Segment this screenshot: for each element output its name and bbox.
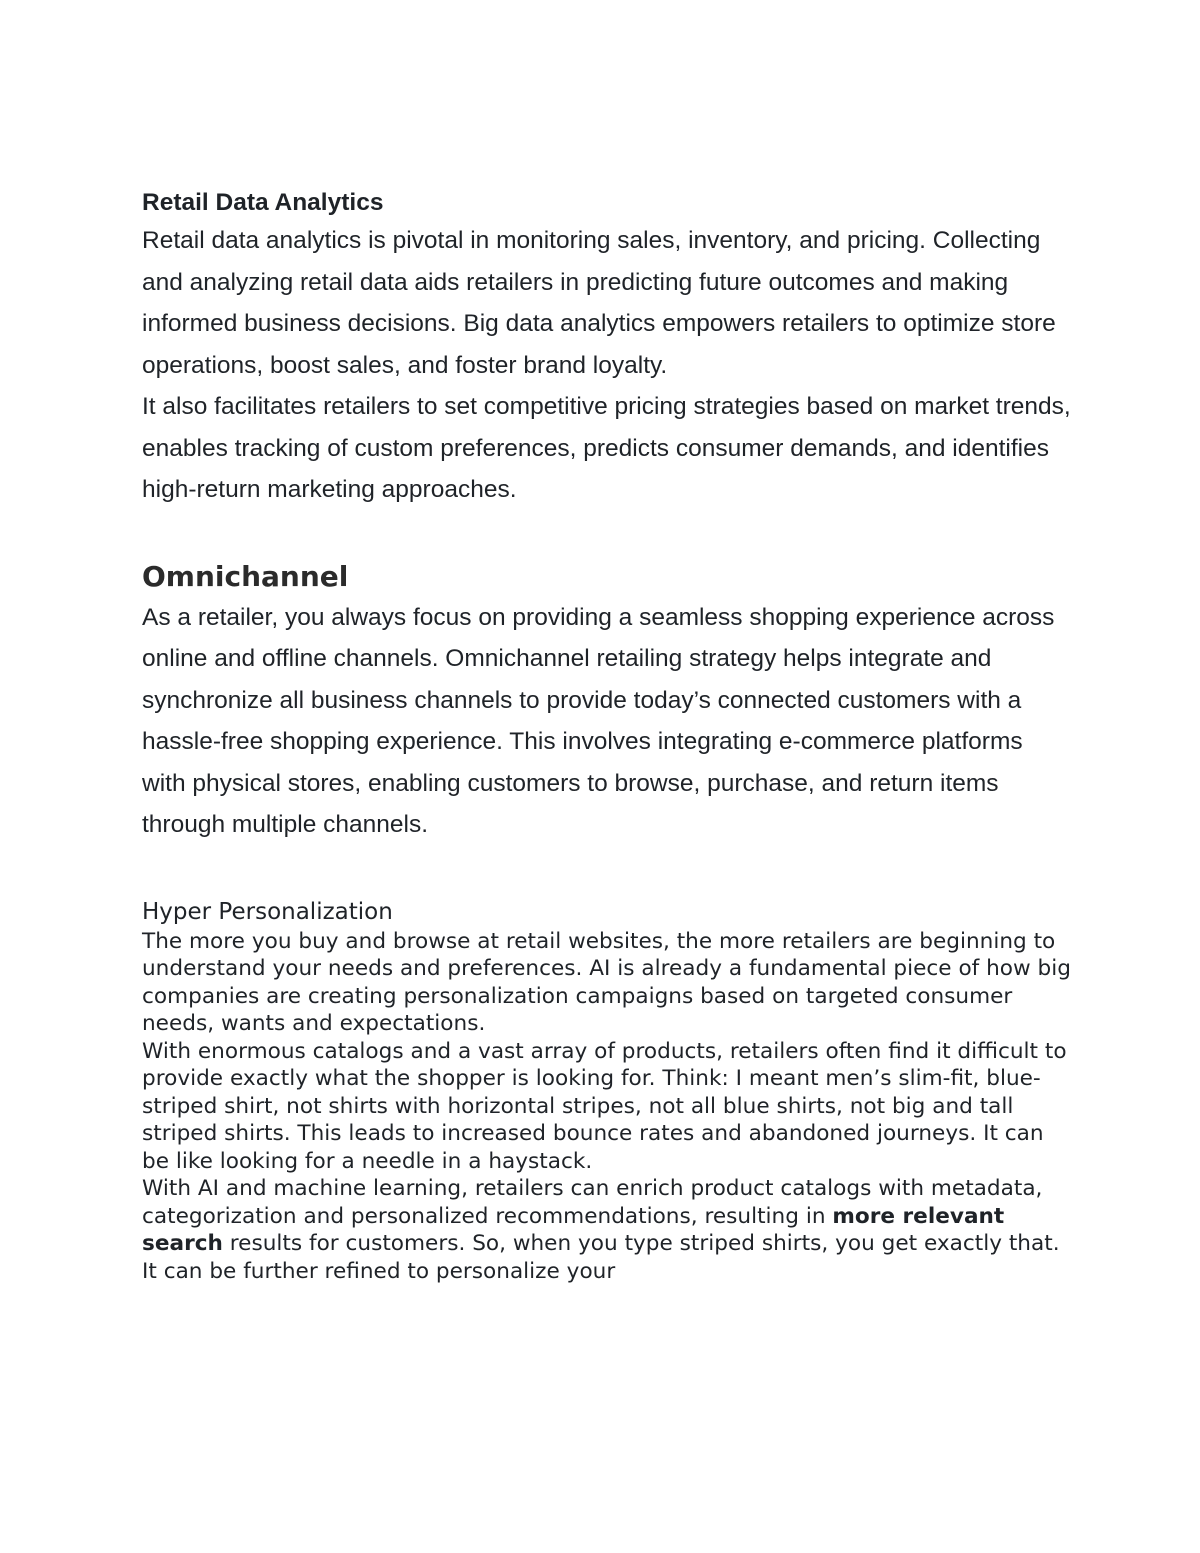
more-relevant-search-emphasis: more relevant search: [142, 1203, 1005, 1256]
hyper-personalization-paragraph-2: With enormous catalogs and a vast array of products, retailers often find it difficult to provide exactly what the shopper is looking for. Think: I meant men’s slim-fit, blue-striped shirt, not shirts with horizontal stripes, not all blue shirts, not big and tall striped shirts. This leads to increased bounce rates and abandoned journeys. It can be like looking for a needle in a haystack.: [142, 1038, 1067, 1174]
document-content: [142, 186, 1072, 1285]
omnichannel-section: [142, 557, 1072, 846]
retail-analytics-paragraph-2: It also facilitates retailers to set competitive pricing strategies based on market trends, enables tracking of custom preferences, predicts consumer demands, and identifies high-return marketing approaches.: [142, 393, 1071, 503]
paragraph-3-text-after: results for customers. So, when you type striped shirts, you get exactly that. It can be further refined to personalize your: [142, 1231, 1060, 1284]
hyper-personalization-paragraph-3: [142, 1175, 1072, 1285]
paragraph-3-text-before: With AI and machine learning, retailers can enrich product catalogs with metadata, categorization and personalized recommendations, resulting in: [142, 1176, 1043, 1229]
omnichannel-heading: Omnichannel: [142, 559, 349, 593]
retail-data-analytics-heading: Retail Data Analytics: [142, 189, 384, 216]
hyper-personalization-section: [142, 896, 1072, 1286]
hyper-personalization-paragraph-1: The more you buy and browse at retail websites, the more retailers are beginning to understand your needs and preferences. AI is already a fundamental piece of how big companies are creating personalization campaigns based on targeted consumer needs, wants and expectations.: [142, 928, 1071, 1036]
hyper-personalization-heading: Hyper Personalization: [142, 898, 393, 925]
retail-data-analytics-section: [142, 186, 1072, 511]
omnichannel-paragraph: As a retailer, you always focus on providing a seamless shopping experience across online and offline channels. Omnichannel retailing strategy helps integrate and synchronize all business channels to provide today’s connected customers with a hassle-free shopping experience. This involves integrating e-commerce platforms with physical stores, enabling customers to browse, purchase, and return items through multiple channels.: [142, 603, 1055, 838]
retail-analytics-paragraph-1: Retail data analytics is pivotal in monitoring sales, inventory, and pricing. Collecting and analyzing retail data aids retailers in predicting future outcomes and making informed business decisions. Big data analytics empowers retailers to optimize store operations, boost sales, and foster brand loyalty.: [142, 227, 1056, 379]
